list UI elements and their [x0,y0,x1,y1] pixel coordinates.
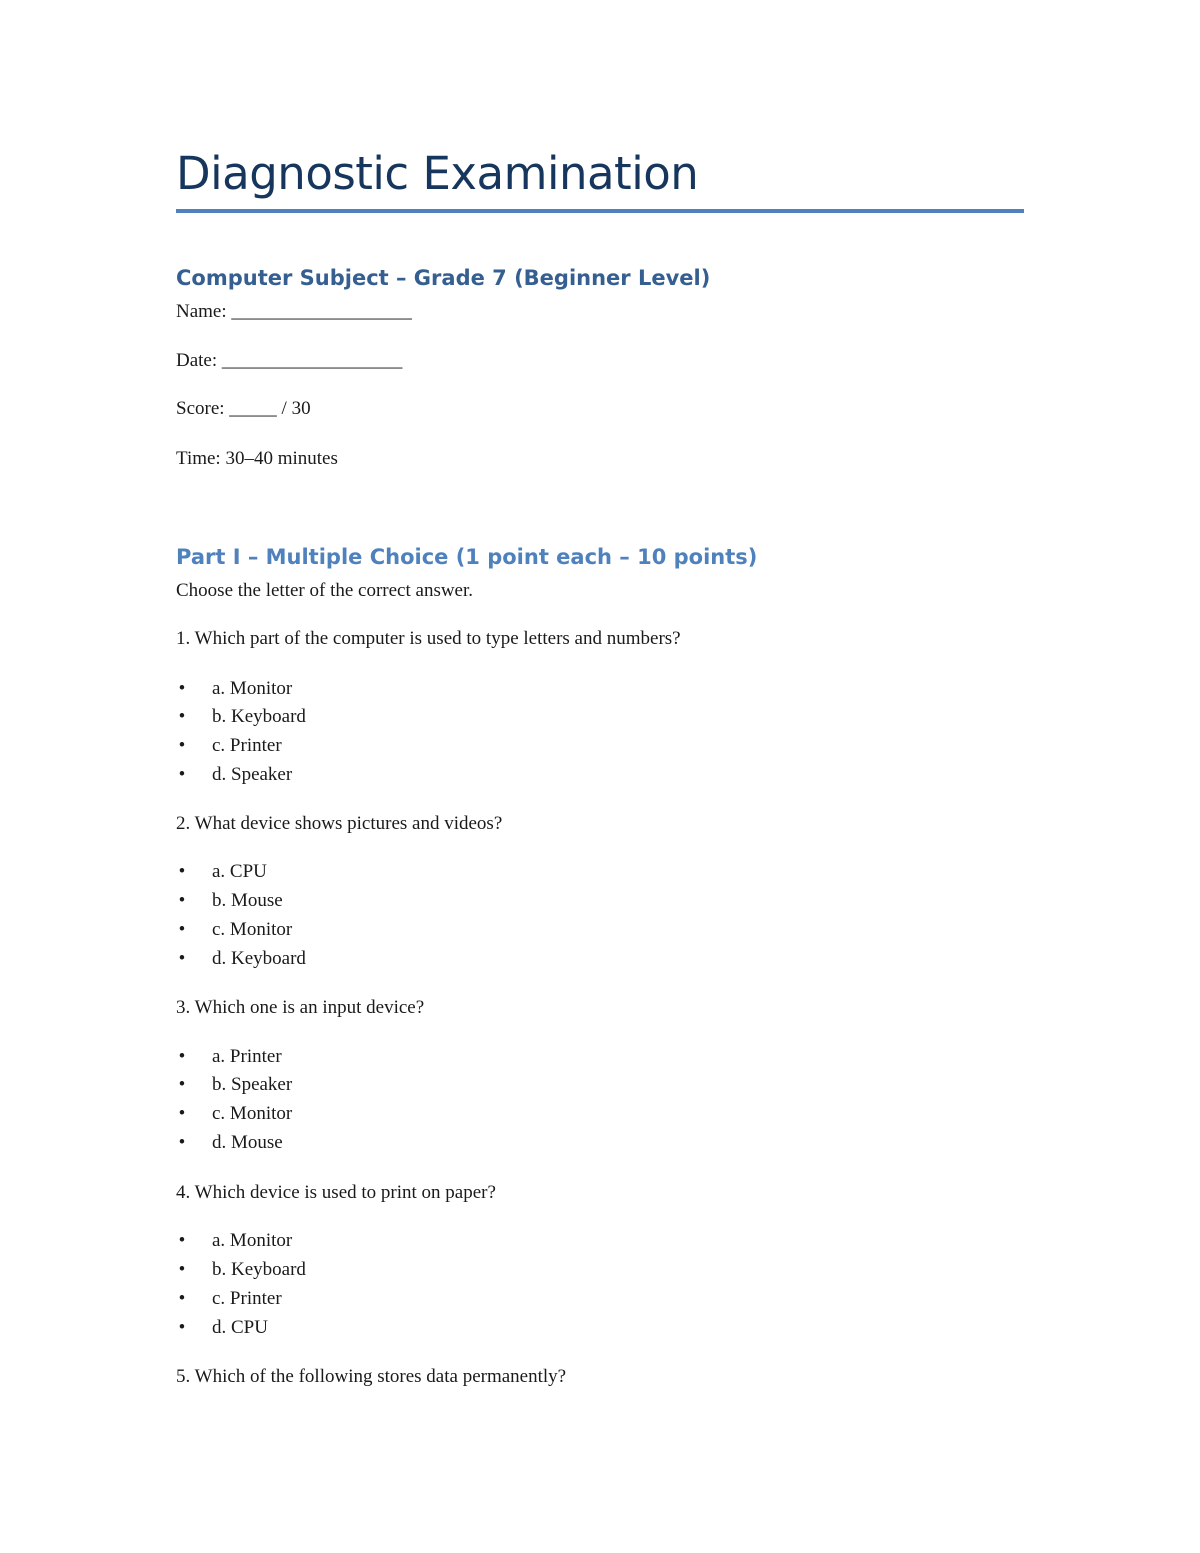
bullet-icon: • [178,861,186,882]
option-label: c. Printer [212,1288,282,1309]
question-5: 5. Which of the following stores data permanently? [176,1366,567,1387]
bullet-icon: • [178,706,186,727]
date-field: Date: ___________________ [176,350,403,371]
option-label: d. Mouse [212,1132,283,1153]
bullet-icon: • [178,890,186,911]
option-label: b. Speaker [212,1074,293,1095]
option-label: a. CPU [212,861,267,882]
option-label: d. Keyboard [212,948,306,969]
question-2: 2. What device shows pictures and videos? [176,813,503,834]
option-label: c. Printer [212,735,282,756]
bullet-icon: • [178,1103,186,1124]
bullet-icon: • [178,1259,186,1280]
option-label: b. Mouse [212,890,283,911]
question-4: 4. Which device is used to print on paper? [176,1182,496,1203]
document-subtitle: Computer Subject – Grade 7 (Beginner Level) [176,266,711,290]
bullet-icon: • [178,735,186,756]
time-limit: Time: 30–40 minutes [176,448,338,469]
part-1-heading: Part I – Multiple Choice (1 point each – 10 points) [176,545,758,569]
option-label: c. Monitor [212,1103,293,1124]
part-1-instruction: Choose the letter of the correct answer. [176,580,474,601]
bullet-icon: • [178,1046,186,1067]
bullet-icon: • [178,678,186,699]
title-underline [176,209,1024,213]
bullet-icon: • [178,764,186,785]
question-1: 1. Which part of the computer is used to type letters and numbers? [176,628,681,649]
bullet-icon: • [178,948,186,969]
option-label: c. Monitor [212,919,293,940]
bullet-icon: • [178,1288,186,1309]
bullet-icon: • [178,1132,186,1153]
score-field: Score: _____ / 30 [176,398,311,419]
option-label: a. Monitor [212,678,293,699]
option-label: b. Keyboard [212,706,306,727]
option-label: b. Keyboard [212,1259,306,1280]
bullet-icon: • [178,1317,186,1338]
name-field: Name: ___________________ [176,301,412,322]
bullet-icon: • [178,1230,186,1251]
document-title: Diagnostic Examination [176,147,699,200]
bullet-icon: • [178,919,186,940]
option-label: d. CPU [212,1317,268,1338]
option-label: a. Monitor [212,1230,293,1251]
option-label: a. Printer [212,1046,282,1067]
question-3: 3. Which one is an input device? [176,997,425,1018]
bullet-icon: • [178,1074,186,1095]
option-label: d. Speaker [212,764,293,785]
